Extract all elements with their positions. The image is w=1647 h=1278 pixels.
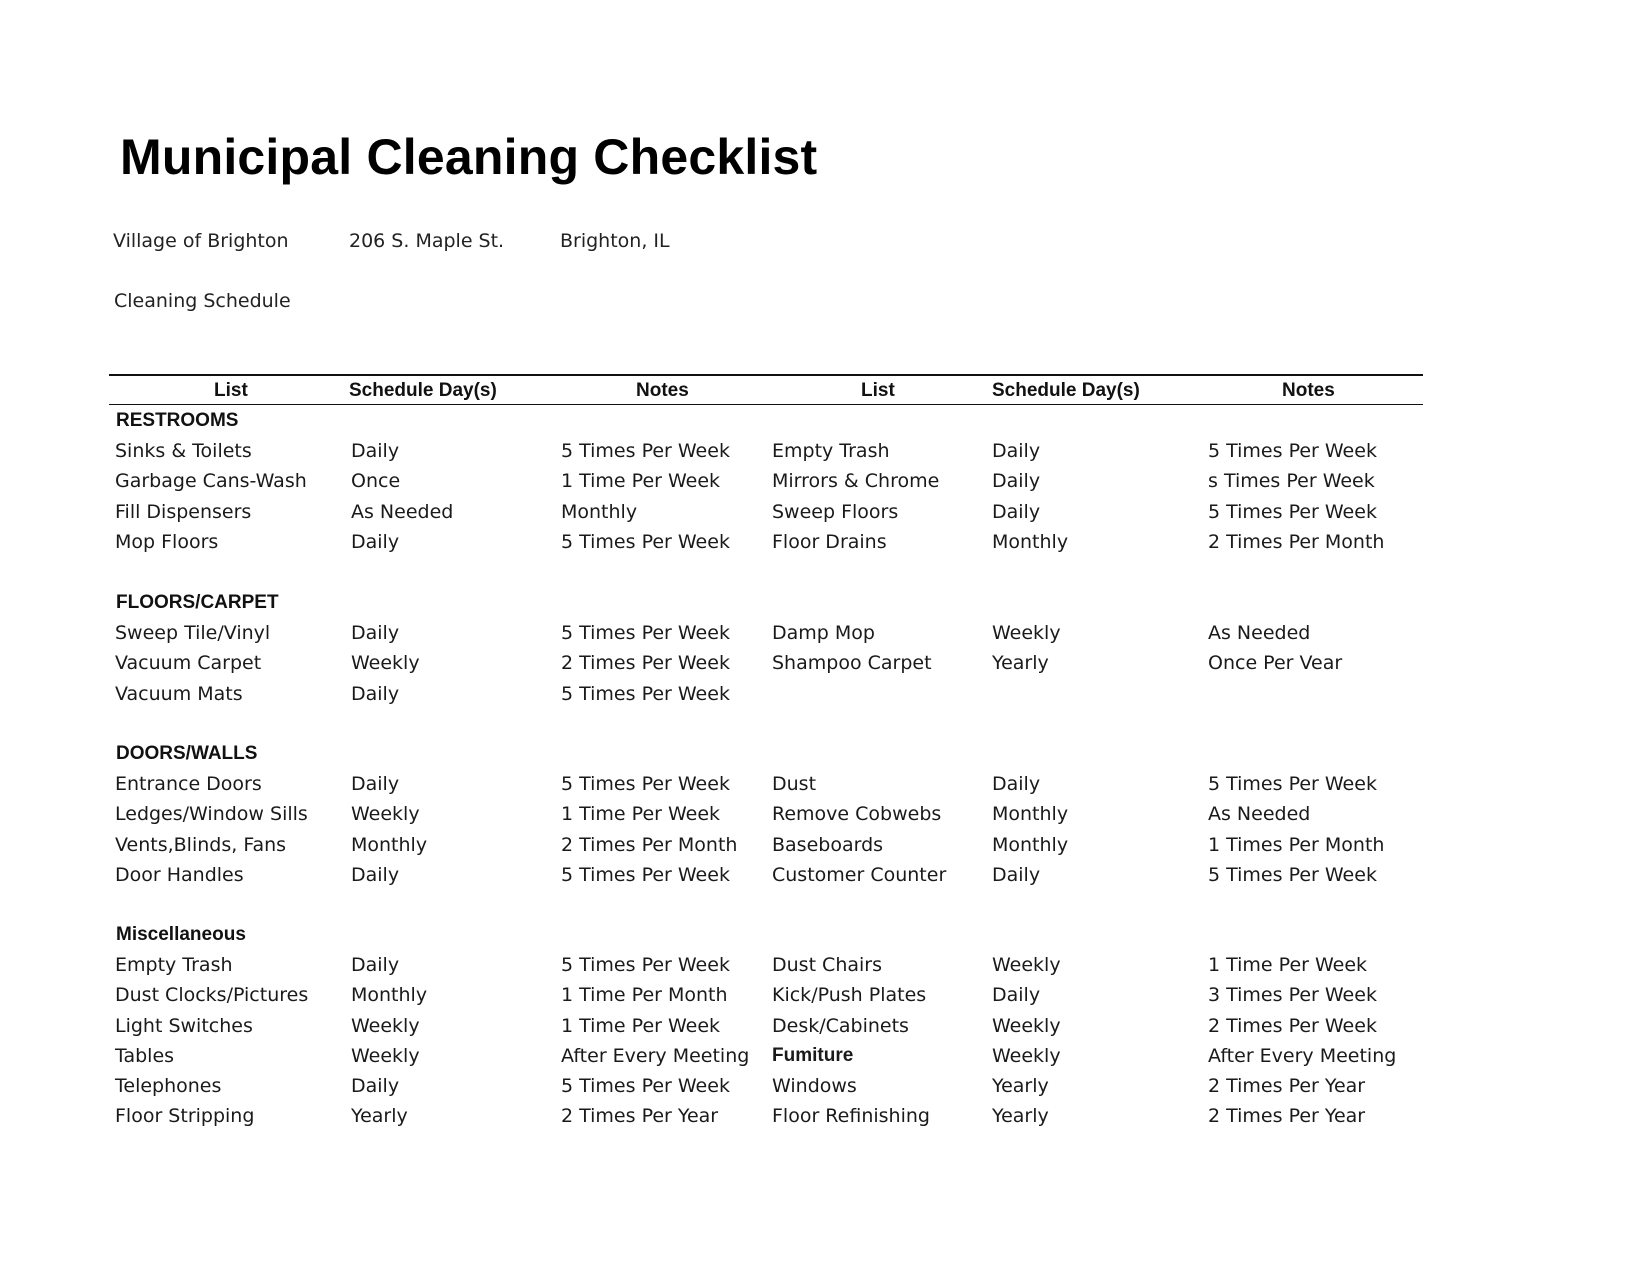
cell-schedule-2: Weekly <box>992 622 1061 645</box>
schedule-label: Cleaning Schedule <box>114 290 291 312</box>
cell-schedule-1: Daily <box>351 440 400 463</box>
cell-notes-1: 1 Time Per Week <box>561 1014 721 1037</box>
cell-notes-2: 2 Times Per Year <box>1208 1105 1366 1128</box>
cell-schedule-1: Yearly <box>351 1105 408 1128</box>
cell-notes-2: 5 Times Per Week <box>1208 863 1377 886</box>
header-notes-1: Notes <box>636 380 689 401</box>
cell-item-1: Vents,Blinds, Fans <box>115 833 287 856</box>
cell-notes-1: 1 Time Per Month <box>561 984 728 1007</box>
cell-schedule-1: Daily <box>351 773 400 796</box>
cell-item-2: Floor Drains <box>772 530 887 553</box>
cell-schedule-1: Once <box>351 470 401 493</box>
cell-schedule-2: Daily <box>992 863 1041 886</box>
table-top-rule <box>109 374 1423 376</box>
cell-schedule-1: Daily <box>351 1075 400 1097</box>
cell-schedule-2: Daily <box>992 773 1041 796</box>
cell-item-1: Vacuum Carpet <box>115 652 262 675</box>
page-title: Municipal Cleaning Checklist <box>120 129 818 185</box>
table-header-rule <box>109 404 1423 405</box>
cell-notes-2: After Every Meeting <box>1208 1044 1397 1067</box>
cell-item-1: Door Handles <box>115 863 244 886</box>
cell-notes-2: Once Per Vear <box>1208 652 1343 675</box>
cell-item-1: Garbage Cans-Wash <box>115 470 307 493</box>
header-list-2: List <box>861 380 895 401</box>
cell-item-2: Fumiture <box>772 1044 854 1066</box>
cell-notes-1: After Every Meeting <box>561 1044 750 1067</box>
cell-notes-1: 2 Times Per Year <box>561 1105 719 1128</box>
cell-notes-1: 5 Times Per Week <box>561 622 730 645</box>
cell-item-1: Tables <box>115 1044 175 1067</box>
cell-schedule-2: Daily <box>992 440 1041 463</box>
cell-item-2: Floor Refinishing <box>772 1105 930 1128</box>
cell-schedule-1: Monthly <box>351 984 428 1007</box>
cell-schedule-2: Weekly <box>992 1044 1061 1067</box>
cell-notes-2: s Times Per Week <box>1208 470 1375 493</box>
cell-notes-1: 5 Times Per Week <box>561 682 730 705</box>
cell-item-2: Dust <box>772 773 817 796</box>
cell-item-2: Shampoo Carpet <box>772 652 932 675</box>
cell-notes-2: As Needed <box>1208 622 1311 645</box>
cell-schedule-1: Weekly <box>351 652 420 675</box>
cell-schedule-1: Daily <box>351 682 400 705</box>
cell-notes-2: As Needed <box>1208 803 1311 826</box>
cell-notes-2: 2 Times Per Week <box>1208 1014 1377 1037</box>
cell-item-2: Baseboards <box>772 833 884 856</box>
cell-item-2: Customer Counter <box>772 863 947 886</box>
cell-item-2: Desk/Cabinets <box>772 1014 909 1037</box>
cell-item-2: Dust Chairs <box>772 954 883 977</box>
street-address: 206 S. Maple St. <box>349 230 505 252</box>
cell-schedule-2: Yearly <box>992 1105 1049 1128</box>
cell-schedule-2: Monthly <box>992 833 1069 856</box>
header-notes-2: Notes <box>1282 380 1335 401</box>
cell-schedule-1: Daily <box>351 863 400 886</box>
cell-notes-1: 1 Time Per Week <box>561 470 721 493</box>
cell-item-1: Fill Dispensers <box>115 500 252 523</box>
cell-notes-1: 5 Times Per Week <box>561 954 730 977</box>
cell-notes-1: 5 Times Per Week <box>561 440 730 463</box>
cell-schedule-1: Weekly <box>351 1014 420 1037</box>
cell-notes-2: 2 Times Per Month <box>1208 530 1385 553</box>
cell-item-2: Kick/Push Plates <box>772 984 927 1007</box>
header-schedule-2: Schedule Day(s) <box>992 380 1140 401</box>
cell-notes-1: 2 Times Per Month <box>561 833 738 856</box>
cell-item-1: Light Switches <box>115 1014 253 1037</box>
cell-notes-2: 1 Times Per Month <box>1208 833 1385 856</box>
cell-schedule-1: Daily <box>351 622 400 645</box>
cell-notes-1: 1 Time Per Week <box>561 803 721 826</box>
cell-item-1: Vacuum Mats <box>115 682 243 705</box>
cell-schedule-2: Daily <box>992 470 1041 493</box>
cell-item-2: Remove Cobwebs <box>772 803 942 826</box>
cell-notes-2: 2 Times Per Year <box>1208 1075 1366 1097</box>
section-heading: FLOORS/CARPET <box>116 592 279 613</box>
header-list-1: List <box>214 380 248 401</box>
cell-item-1: Floor Stripping <box>115 1105 255 1128</box>
cell-notes-1: 5 Times Per Week <box>561 863 730 886</box>
cell-item-1: Sinks & Toilets <box>115 440 252 463</box>
cell-notes-2: 5 Times Per Week <box>1208 500 1377 523</box>
cell-schedule-2: Monthly <box>992 803 1069 826</box>
cell-item-2: Windows <box>772 1075 857 1097</box>
cell-item-1: Mop Floors <box>115 530 219 553</box>
cell-notes-1: 5 Times Per Week <box>561 773 730 796</box>
cell-item-1: Ledges/Window Sills <box>115 803 308 826</box>
cell-notes-2: 5 Times Per Week <box>1208 773 1377 796</box>
cell-schedule-1: Weekly <box>351 1044 420 1067</box>
cell-item-1: Empty Trash <box>115 954 233 977</box>
cell-schedule-2: Monthly <box>992 530 1069 553</box>
village-name: Village of Brighton <box>113 230 289 252</box>
cell-schedule-1: Monthly <box>351 833 428 856</box>
cell-item-2: Sweep Floors <box>772 500 899 523</box>
cell-schedule-1: Weekly <box>351 803 420 826</box>
cell-schedule-1: As Needed <box>351 500 454 523</box>
cell-schedule-2: Daily <box>992 984 1041 1007</box>
cell-schedule-2: Weekly <box>992 1014 1061 1037</box>
cell-notes-1: 5 Times Per Week <box>561 1075 730 1097</box>
cell-item-1: Dust Clocks/Pictures <box>115 984 309 1007</box>
cell-schedule-2: Yearly <box>992 652 1049 675</box>
cell-item-2: Mirrors & Chrome <box>772 470 940 493</box>
cell-schedule-1: Daily <box>351 954 400 977</box>
cell-schedule-2: Weekly <box>992 954 1061 977</box>
cell-schedule-2: Yearly <box>992 1075 1049 1097</box>
section-heading: RESTROOMS <box>116 410 239 431</box>
section-heading: DOORS/WALLS <box>116 743 258 764</box>
city-state: Brighton, IL <box>560 230 670 252</box>
cell-item-1: Telephones <box>115 1075 222 1097</box>
cell-item-1: Sweep Tile/Vinyl <box>115 622 271 645</box>
cell-notes-1: 5 Times Per Week <box>561 530 730 553</box>
cell-item-1: Entrance Doors <box>115 773 262 796</box>
cell-schedule-2: Daily <box>992 500 1041 523</box>
cell-notes-2: 1 Time Per Week <box>1208 954 1368 977</box>
cell-item-2: Damp Mop <box>772 622 875 645</box>
cell-notes-1: 2 Times Per Week <box>561 652 730 675</box>
cell-notes-2: 3 Times Per Week <box>1208 984 1377 1007</box>
cell-item-2: Empty Trash <box>772 440 890 463</box>
cell-notes-2: 5 Times Per Week <box>1208 440 1377 463</box>
cell-schedule-1: Daily <box>351 530 400 553</box>
cell-notes-1: Monthly <box>561 500 638 523</box>
header-schedule-1: Schedule Day(s) <box>349 380 497 401</box>
section-heading: Miscellaneous <box>116 924 246 945</box>
